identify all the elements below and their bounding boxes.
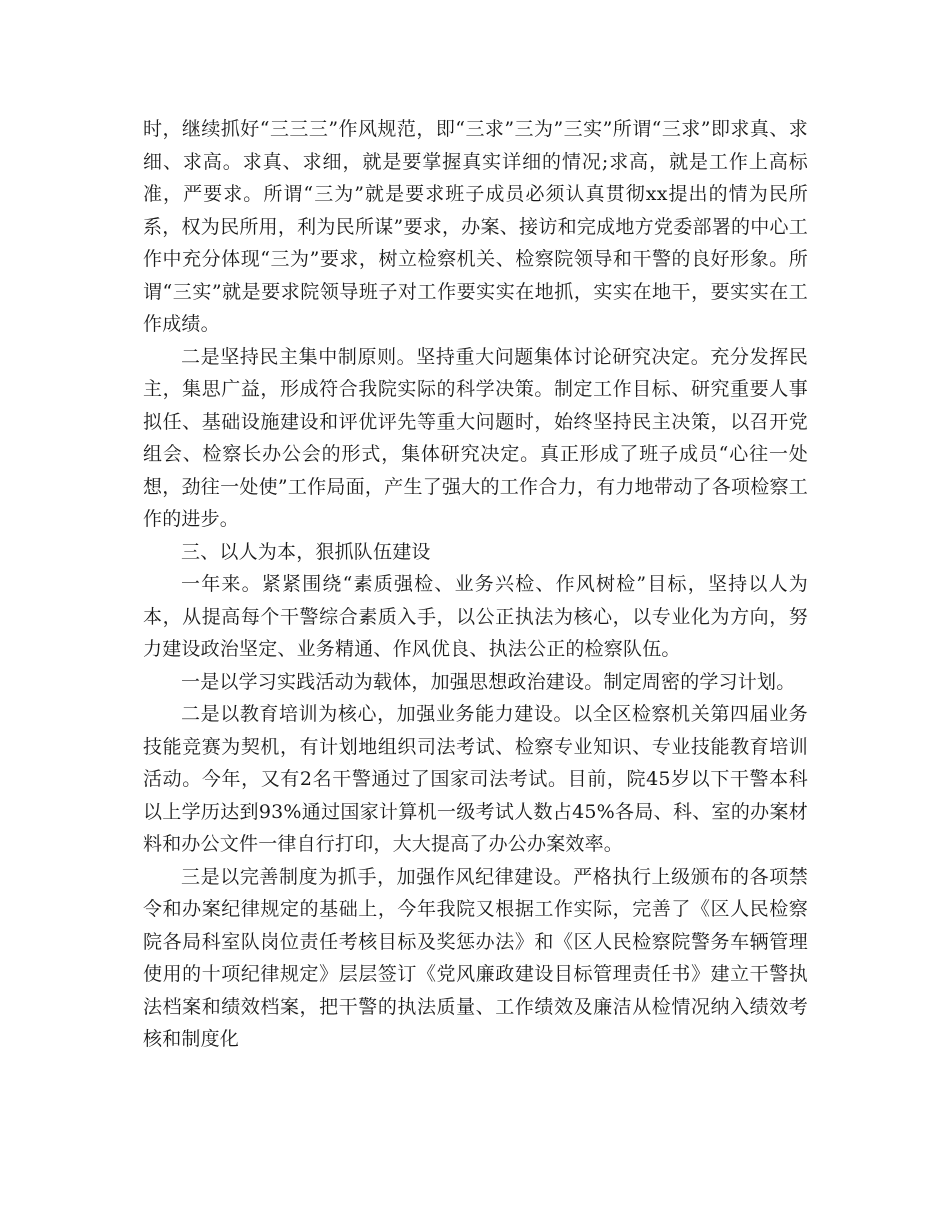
paragraph-6: 二是以教育培训为核心，加强业务能力建设。以全区检察机关第四届业务技能竞赛为契机，有计划地组织司法考试、检察专业知识、专业技能教育培训活动。今年，又有2名干警通过了国家司法考试。目前，院45岁以下干警本科以上学历达到93%通过国家计算机一级考试人数占45%各局、科、室的办案材料和办公文件一律自行打印，大大提高了办公办案效率。 <box>143 703 808 855</box>
section-heading-3: 三、以人为本，狠抓队伍建设 <box>181 540 431 563</box>
paragraph-7: 三是以完善制度为抓手，加强作风纪律建设。严格执行上级颁布的各项禁令和办案纪律规定的基础上，今年我院又根据工作实际，完善了《区人民检察院各局科室队岗位责任考核目标及奖惩办法》和《区人民检察院警务车辆管理使用的十项纪律规定》层层签订《党风廉政建设目标管理责任书》建立干警执法档案和绩效档案，把干警的执法质量、工作绩效及廉洁从检情况纳入绩效考核和制度化 <box>143 865 808 1050</box>
paragraph-5: 一是以学习实践活动为载体，加强思想政治建设。制定周密的学习计划。 <box>181 670 796 693</box>
paragraph-1: 时，继续抓好“三三三”作风规范，即“三求”三为”三实”所谓“三求”即求真、求细、求高。求真、求细，就是要掌握真实详细的情况;求高，就是工作上高标准，严要求。所谓“三为”就是要求班子成员必须认真贯彻xx提出的情为民所系，权为民所用，利为民所谋”要求，办案、接访和完成地方党委部署的中心工作中充分体现“三为”要求，树立检察机关、检察院领导和干警的良好形象。所谓“三实”就是要求院领导班子对工作要实实在地抓，实实在地干，要实实在工作成绩。 <box>143 118 808 335</box>
document-body <box>143 113 808 1056</box>
paragraph-4: 一年来。紧紧围绕“素质强检、业务兴检、作风树检”目标，坚持以人为本，从提高每个干警综合素质入手，以公正执法为核心，以专业化为方向，努力建设政治坚定、业务精通、作风优良、执法公正的检察队伍。 <box>143 573 808 660</box>
paragraph-2: 二是坚持民主集中制原则。坚持重大问题集体讨论研究决定。充分发挥民主，集思广益，形成符合我院实际的科学决策。制定工作目标、研究重要人事拟任、基础设施建设和评优评先等重大问题时，始终坚持民主决策，以召开党组会、检察长办公会的形式，集体研究决定。真正形成了班子成员“心往一处想，劲往一处使”工作局面，产生了强大的工作合力，有力地带动了各项检察工作的进步。 <box>143 345 808 530</box>
